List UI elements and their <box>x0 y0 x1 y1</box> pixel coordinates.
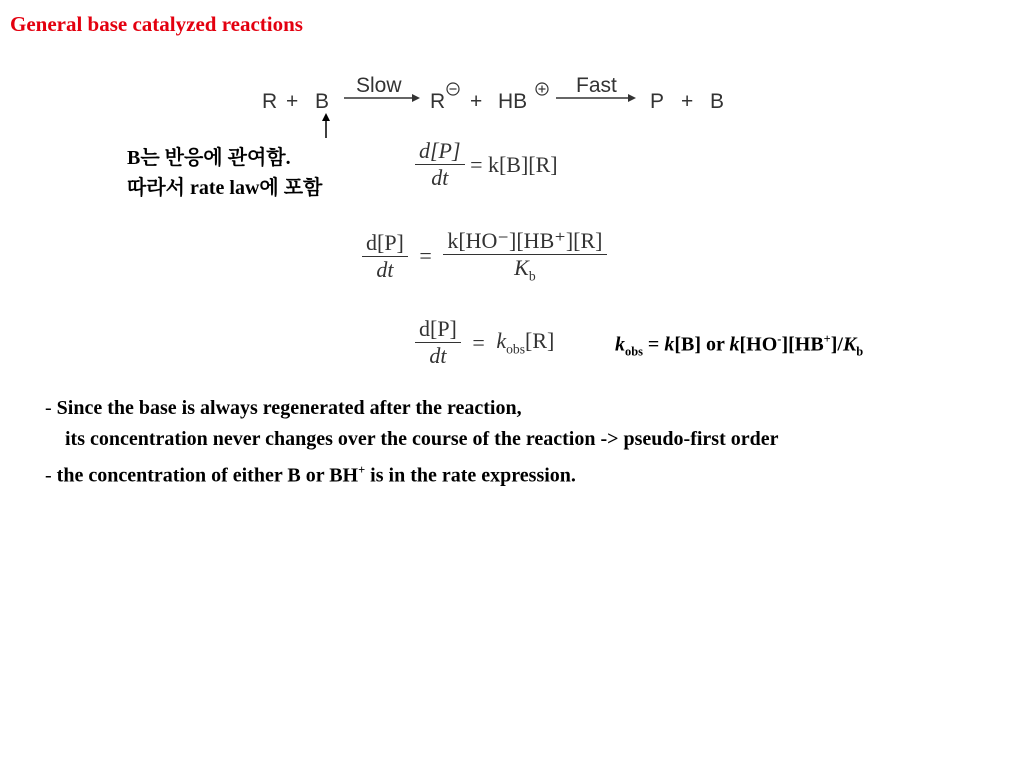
eq2-rhs-denominator: $K_b$ <box>443 254 606 284</box>
scheme-plus-3: + <box>681 90 694 113</box>
bullet-2: - the concentration of either B or BH+ is in the rate expression. <box>45 463 576 487</box>
note-line-2: 따라서 rate law에 포함 <box>127 177 323 199</box>
scheme-r-anion: R <box>430 90 446 113</box>
bullet-1-continued: its concentration never changes over the course of the reaction -> pseudo-first order <box>65 428 779 450</box>
scheme-p: P <box>650 90 665 113</box>
scheme-plus-2: + <box>470 90 483 113</box>
page-title: General base catalyzed reactions <box>10 12 303 36</box>
eq1-denominator: dt <box>415 164 465 191</box>
scheme-plus-1: + <box>286 90 299 113</box>
eq1-numerator: d[P] <box>419 138 461 163</box>
slow-arrow-head <box>412 94 420 102</box>
note-line-1: B는 반응에 관여함. <box>127 147 291 169</box>
fast-label: Fast <box>576 74 617 97</box>
bullet-list <box>45 393 779 492</box>
eq3-denominator: dt <box>415 342 461 369</box>
rate-equation-1 <box>415 138 558 191</box>
eq2-numerator: d[P] <box>366 229 404 255</box>
scheme-b-product: B <box>710 90 725 113</box>
eq3-numerator: d[P] <box>419 316 457 341</box>
eq2-equals: = <box>419 243 432 269</box>
scheme-r: R <box>262 90 278 113</box>
slow-label: Slow <box>356 74 402 97</box>
korean-note <box>127 143 322 203</box>
eq2-rhs-numerator: k[HO⁻][HB⁺][R] <box>447 228 603 253</box>
scheme-hb: HB <box>498 90 528 113</box>
eq2-denominator: dt <box>362 256 408 283</box>
eq1-rhs: = k[B][R] <box>470 151 558 177</box>
kobs-definition: $k_{obs} = k[B]$ or $k[HO^-][HB^+]/K_b$ <box>615 332 864 359</box>
scheme-b: B <box>315 90 330 113</box>
fast-arrow-head <box>628 94 636 102</box>
eq3-rhs: $k_{obs}[R]$ <box>496 327 555 357</box>
bullet-1: - Since the base is always regenerated after the reaction, <box>45 397 522 419</box>
rate-equation-2 <box>362 228 607 284</box>
rate-equation-3 <box>415 316 554 369</box>
pointer-arrow <box>318 112 334 140</box>
eq3-equals: = <box>472 329 485 355</box>
